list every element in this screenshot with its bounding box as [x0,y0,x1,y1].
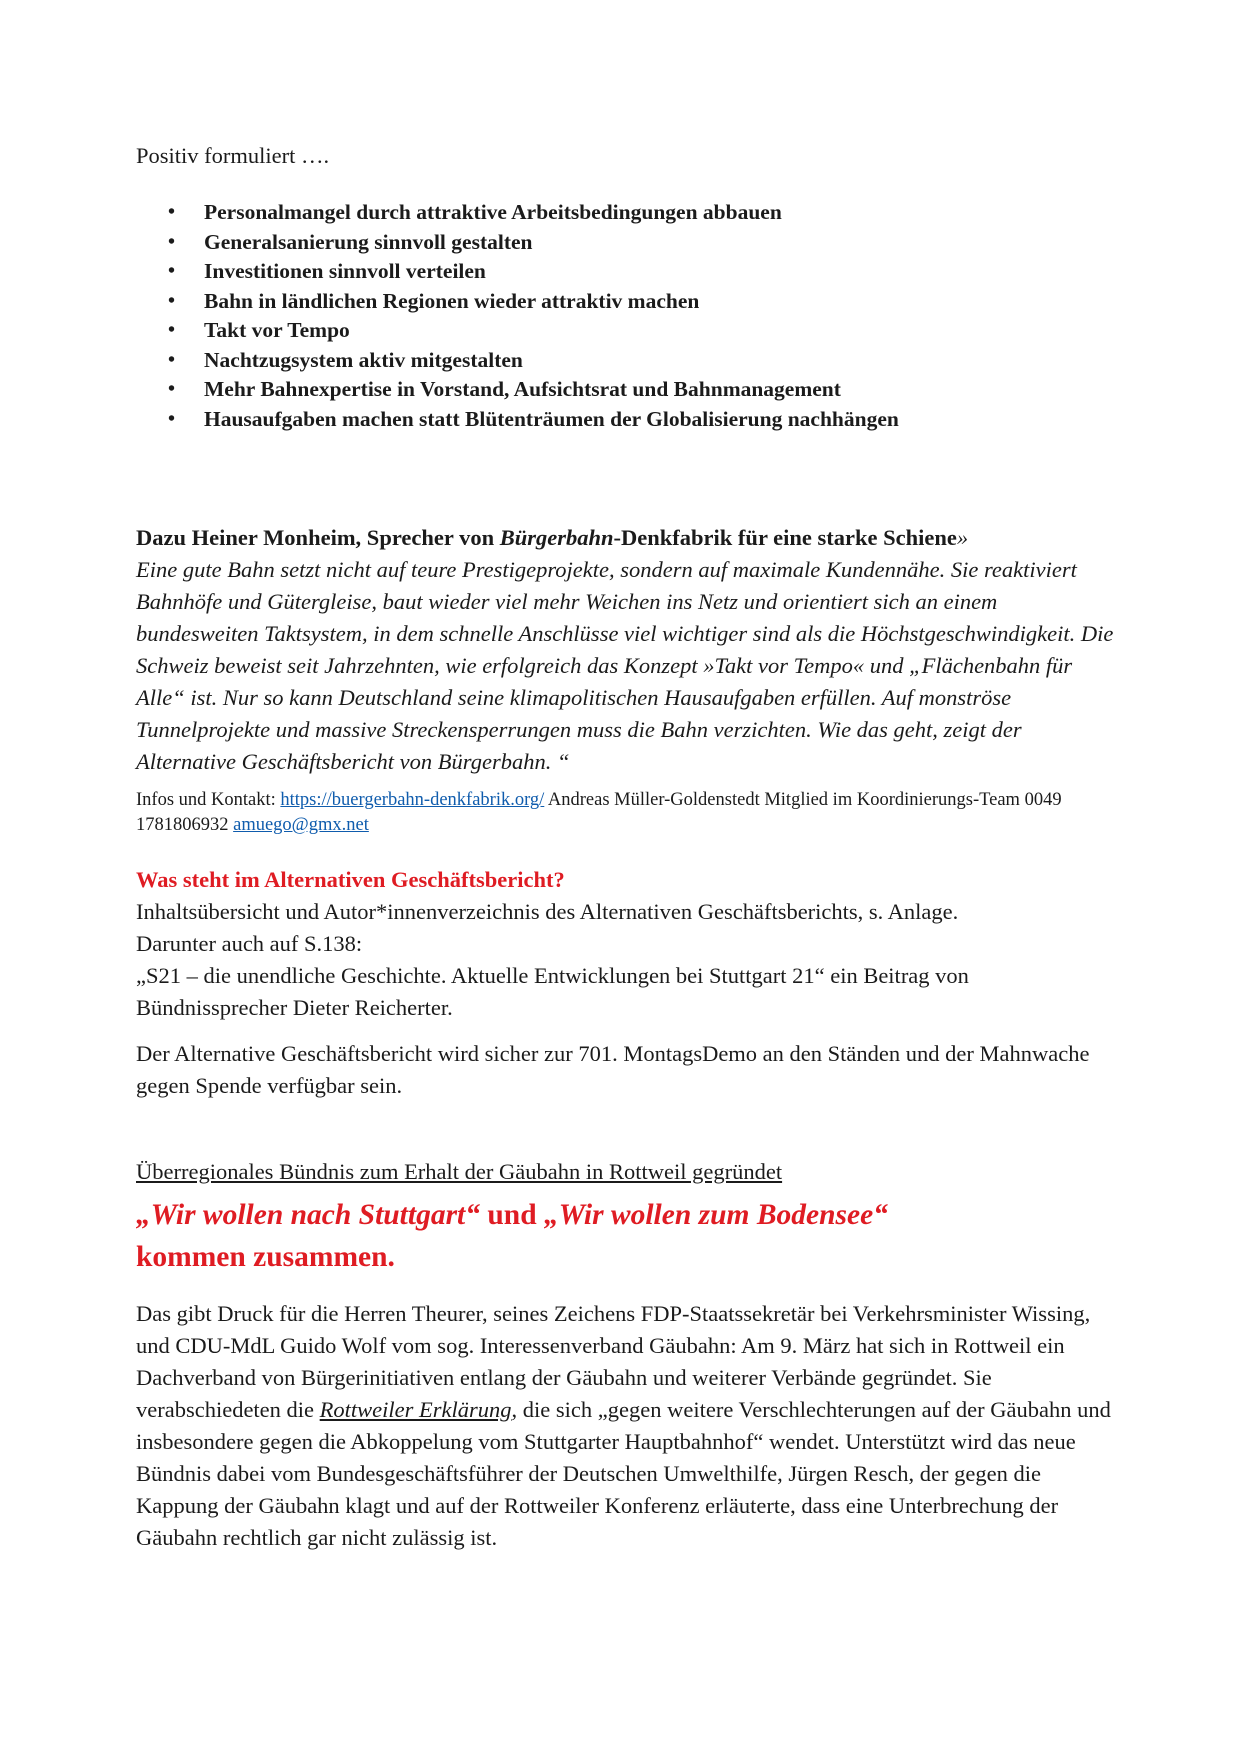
gaeubahn-headline [136,1194,1114,1278]
email-link[interactable]: amuego@gmx.net [233,815,369,835]
list-item: • Generalsanierung sinnvoll gestalten [168,228,1114,258]
report-line: Inhaltsübersicht und Autor*innenverzeichnis des Alternativen Geschäftsberichts, s. Anlage. [136,899,959,924]
contact-info [136,788,1114,838]
report-line: Darunter auch auf S.138: [136,931,363,956]
list-item: • Nachtzugsystem aktiv mitgestalten [168,346,1114,376]
list-item: • Personalmangel durch attraktive Arbeitsbedingungen abbauen [168,198,1114,228]
report-line: „S21 – die unendliche Geschichte. Aktuelle Entwicklungen bei Stuttgart 21“ ein Beitrag von Bündnissprecher Dieter Reicherter. [136,963,969,1020]
quote-attribution-text: -Denkfabrik für eine starke Schiene [613,525,957,550]
availability-paragraph: Der Alternative Geschäftsbericht wird sicher zur 701. MontagsDemo an den Ständen und der Mahnwache gegen Spende verfügbar sein. [136,1041,1090,1098]
report-heading: Was steht im Alternativen Geschäftsbericht? [136,867,565,892]
headline-quote: „Wir wollen zum Bodensee“ [543,1199,888,1231]
list-item: • Takt vor Tempo [168,316,1114,346]
quote-open-mark: » [956,525,969,550]
list-item: • Investitionen sinnvoll verteilen [168,257,1114,287]
quote-attribution-text: Dazu Heiner Monheim, Sprecher von [136,525,500,550]
quote-attribution [136,522,1114,554]
list-item: • Bahn in ländlichen Regionen wieder attraktiv machen [168,287,1114,317]
goals-list [136,198,1114,434]
paragraph-text: , die sich „gegen weitere Verschlechterungen auf der Gäubahn und insbesondere gegen die Abkoppelung vom Stuttgarter Hauptbahnhof“ wendet. Unterstützt wird das neue Bündnis dabei vom Bundesgeschäftsführer der Deutschen Umwelthilfe, Jürgen Resch, der gegen die Kappung der Gäubahn klagt und auf der Rottweiler Konferenz erläuterte, dass eine Unterbrechung der Gäubahn rechtlich gar nicht zulässig ist. [136,1397,1111,1550]
contact-text: Andreas Müller-Goldenstedt Mitglied im Koordinierungs-Team 0049 1781806932 [136,790,1062,835]
contact-label: Infos und Kontakt: [136,790,281,810]
headline-quote: „Wir wollen nach Stuttgart“ [136,1199,480,1231]
headline-line2: kommen zusammen. [136,1241,395,1273]
rottweiler-erklaerung-link[interactable]: Rottweiler Erklärung [319,1397,512,1422]
paragraph-text: Das gibt Druck für die Herren Theurer, seines Zeichens FDP-Staatssekretär bei Verkehrsminister Wissing, und CDU-MdL Guido Wolf vom sog. Interessenverband Gäubahn: Am 9. März hat sich in Rottweil ein Dachverband von Bürgerinitiativen entlang der Gäubahn und weiterer Verbände gegründet. Sie verabschiedeten die [136,1301,1091,1422]
headline-connector: und [480,1199,544,1231]
website-link[interactable]: https://buergerbahn-denkfabrik.org/ [280,790,545,810]
gaeubahn-paragraph [136,1298,1114,1554]
list-item: • Hausaufgaben machen statt Blütenträumen der Globalisierung nachhängen [168,405,1114,435]
gaeubahn-subheading: Überregionales Bündnis zum Erhalt der Gäubahn in Rottweil gegründet [136,1159,783,1184]
intro-line: Positiv formuliert …. [136,143,330,168]
brand-name: Bürgerbahn [499,525,614,550]
quote-body: Eine gute Bahn setzt nicht auf teure Prestigeprojekte, sondern auf maximale Kundennähe. Sie reaktiviert Bahnhöfe und Gütergleise, baut wieder viel mehr Weichen ins Netz und orientiert sich an einem bundesweiten Taktsystem, in dem schnelle Anschlüsse viel wichtiger sind als die Höchstgeschwindigkeit. Die Schweiz beweist seit Jahrzehnten, wie erfolgreich das Konzept »Takt vor Tempo« und „Flächenbahn für Alle“ ist. Nur so kann Deutschland seine klimapolitischen Hausaufgaben erfüllen. Auf monströse Tunnelprojekte und massive Streckensperrungen muss die Bahn verzichten. Wie das geht, zeigt der Alternative Geschäftsbericht von Bürgerbahn. “ [136,557,1114,774]
list-item: • Mehr Bahnexpertise in Vorstand, Aufsichtsrat und Bahnmanagement [168,375,1114,405]
